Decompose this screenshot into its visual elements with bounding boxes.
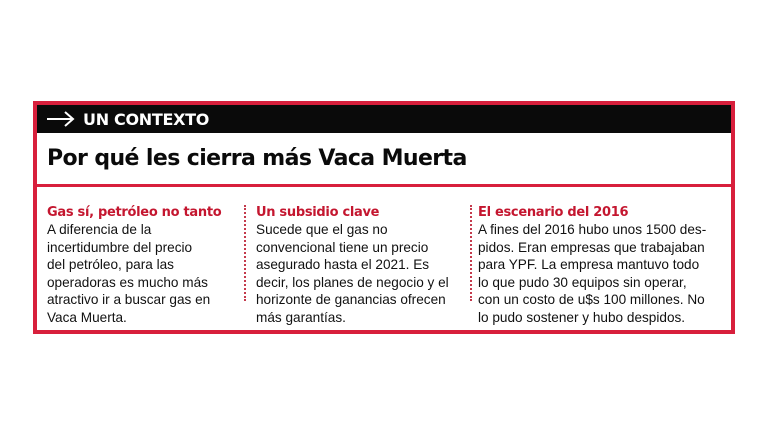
column-body <box>47 221 247 327</box>
column-line: decir, los planes de negocio y el <box>256 274 449 290</box>
column-line: convencional tiene un precio <box>256 239 429 255</box>
column-line: operadoras es mucho más <box>47 274 208 290</box>
column-line: A diferencia de la <box>47 222 152 237</box>
headline-row <box>37 133 731 187</box>
column-divider <box>244 205 246 301</box>
column-line: atractivo ir a buscar gas en <box>47 292 211 308</box>
context-box <box>33 101 735 334</box>
column-line: Vaca Muerta. <box>47 309 127 325</box>
column-body <box>478 221 723 327</box>
column-divider <box>470 205 472 301</box>
column-line: Sucede que el gas no <box>256 222 388 237</box>
column-line: pidos. Eran empresas que trabajaban <box>478 239 705 255</box>
arrow-right-icon <box>45 110 77 128</box>
column-gas <box>47 205 247 327</box>
column-line: lo pudo sostener y hubo despidos. <box>478 309 686 325</box>
column-line: del petróleo, para las <box>47 257 174 273</box>
header-bar <box>37 105 731 133</box>
column-line: con un costo de u$s 100 millones. No <box>478 292 705 308</box>
column-escenario <box>478 205 723 327</box>
column-line: más garantías. <box>256 309 346 325</box>
columns <box>37 187 731 330</box>
column-line: horizonte de ganancias ofrecen <box>256 292 446 308</box>
column-title: Gas sí, petróleo no tanto <box>47 205 222 220</box>
column-line: incertidumbre del precio <box>47 239 193 255</box>
column-line: A fines del 2016 hubo unos 1500 des- <box>478 222 707 237</box>
column-line: asegurado hasta el 2021. Es <box>256 257 430 273</box>
column-subsidio <box>256 205 471 327</box>
column-line: para YPF. La empresa mantuvo todo <box>478 257 700 273</box>
headline: Por qué les cierra más Vaca Muerta <box>47 146 467 171</box>
column-body <box>256 221 471 327</box>
column-title: Un subsidio clave <box>256 205 380 220</box>
column-line: lo que pudo 30 equipos sin operar, <box>478 274 687 290</box>
section-kicker: UN CONTEXTO <box>83 109 210 129</box>
column-title: El escenario del 2016 <box>478 205 629 220</box>
